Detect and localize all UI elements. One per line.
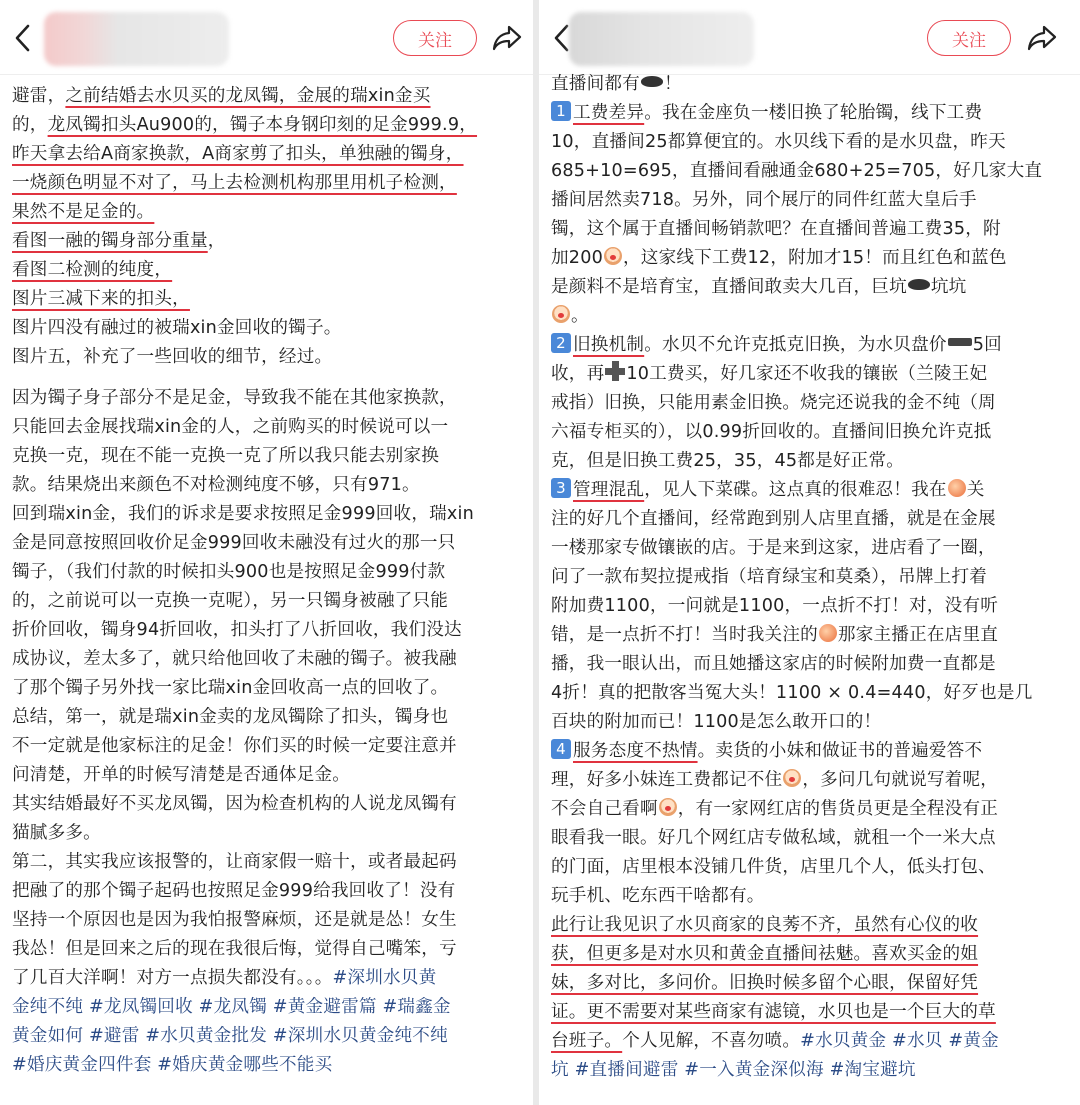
text-line [551,853,1072,882]
text-span: 不会自己看啊 [551,799,658,819]
text-line [12,529,525,558]
underlined-text: 获，但更多是对水贝和黄金直播间祛魅。喜欢买金的姐 [551,944,979,964]
text-line [12,442,525,471]
text-line [551,737,1072,766]
text-span: 了几百大洋啊！对方一点损失都没有。。。 [12,968,333,988]
share-icon [1026,23,1058,53]
post-header [0,0,533,75]
text-line [551,302,1072,331]
text-span: ！ [663,74,682,94]
text-line [12,935,525,964]
text-span: 附加费1100，一问就是1100，一点折不打！对，没有听 [551,596,999,616]
text-line [12,616,525,645]
underlined-text: 管理混乱 [573,480,645,500]
text-span: 个人见解，不喜勿喷。 [622,1031,801,1051]
text-line [12,558,525,587]
text-span: 成协议，差太多了，就只给他回收了未融的镯子。被我融 [12,649,457,669]
text-line [12,285,525,314]
text-span: 的，之前说可以一克换一克呢），另一只镯身被融了只能 [12,591,449,611]
text-span: 款。结果烧出来颜色不对检测纯度不够，只有971。 [12,475,420,495]
text-line [551,244,1072,273]
text-line [12,314,525,343]
text-line [551,215,1072,244]
text-span: 那家主播正在店里直 [837,625,999,645]
black-emoji-icon [641,76,663,87]
text-span: 。 [571,306,589,326]
underlined-text: 一烧颜色明显不对了，马上去检测机构那里用机子检测， [12,173,457,193]
text-span: 注的好几个直播间，经常跑到别人店里直播，就是在金展 [551,509,996,529]
text-line [551,128,1072,157]
hashtag-link[interactable]: 坑 #直播间避雷 #一入黄金深似海 #淘宝避坑 [551,1060,916,1080]
text-line [12,1022,525,1051]
text-line [12,471,525,500]
text-span: 六福专柜买的），以0.99折回收的。直播间旧换允许克抵 [551,422,992,442]
text-span: 坚持一个原因也是因为我怕报警麻烦，还是就是怂！女生 [12,910,457,930]
text-line [12,732,525,761]
text-line [551,592,1072,621]
text-span: 了那个镯子另外找一家比瑞xin金回收高一点的回收了。 [12,678,449,698]
follow-button[interactable]: 关注 [393,20,477,56]
follow-button[interactable]: 关注 [927,20,1011,56]
share-button[interactable] [490,20,524,56]
text-span: ，这家线下工费12，附加才15！而且红色和蓝色 [622,248,1007,268]
black-emoji-icon [908,279,930,290]
underlined-text: 台班子。 [551,1031,623,1051]
hashtag-link[interactable]: 金纯不纯 #龙凤镯回收 #龙凤镯 #黄金避雷篇 #瑞鑫金 [12,997,451,1017]
underlined-text: 旧换机制 [573,335,645,355]
text-line [551,563,1072,592]
text-span: 因为镯子身子部分不是足金，导致我不能在其他家换款， [12,388,457,408]
text-span: 。我在金座负一楼旧换了轮胎镯，线下工费 [644,103,983,123]
text-line [12,140,525,169]
text-line [12,256,525,285]
text-span: 戒指）旧换，只能用素金旧换。烧完还说我的金不纯（周 [551,393,996,413]
text-line [551,911,1072,940]
text-span: 关 [966,480,985,500]
post-body-text [551,70,1072,1085]
text-line [551,824,1072,853]
text-line [12,587,525,616]
text-line [12,500,525,529]
text-span: 克换一克，现在不能一克换一克了所以我只能去别家换 [12,446,440,466]
underlined-text: 看图二检测的纯度， [12,260,173,280]
text-line [551,679,1072,708]
back-button[interactable] [8,20,38,56]
number-badge: 1 [551,101,571,121]
underlined-text: 妹，多对比，多问价。旧换时候多留个心眼，保留好凭 [551,973,979,993]
text-line [12,964,525,993]
text-span: 回到瑞xin金，我们的诉求是要求按照足金999回收，瑞xin [12,504,474,524]
text-line [12,1051,525,1080]
text-line [551,157,1072,186]
text-span: 问了一款布契拉提戒指（培育绿宝和莫桑），吊牌上打着 [551,567,988,587]
text-span: 问清楚，开单的时候写清楚是否通体足金。 [12,765,351,785]
text-span: 图片四没有融过的被瑞xin金回收的镯子。 [12,318,342,338]
text-span: 的， [12,115,48,135]
text-line [551,70,1072,99]
text-line [551,505,1072,534]
text-line [551,708,1072,737]
text-span: 只能回去金展找瑞xin金的人，之前购买的时候说可以一 [12,417,449,437]
paragraph-gap [12,372,525,384]
right-post-panel [539,0,1080,1105]
text-line [551,795,1072,824]
text-line [12,198,525,227]
text-span: 。卖货的小妹和做证书的普遍爱答不 [697,741,983,761]
peach-emoji-icon [948,479,966,497]
text-line [551,621,1072,650]
text-span: 685+10=695，直播间看融通金680+25=705，好几家大直 [551,161,1043,181]
text-line [12,848,525,877]
text-span: 眼看我一眼。好几个网红店专做私域，就租一个一米大点 [551,828,996,848]
underlined-text: 之前结婚去水贝买的龙凤镯，金展的瑞xin金买 [65,86,431,106]
underlined-text: 证。更不需要对某些商家有滤镜，水贝也是一个巨大的草 [551,1002,996,1022]
text-span: ，有一家网红店的售货员更是全程没有正 [677,799,999,819]
text-line [12,82,525,111]
share-icon [491,23,523,53]
text-span: 我怂！但是回来之后的现在我很后悔，觉得自己嘴笨，亏 [12,939,457,959]
text-span: 。水贝不允许克抵克旧换，为水贝盘价 [644,335,947,355]
text-line [551,766,1072,795]
text-line [12,761,525,790]
text-span: 把融了的那个镯子起码也按照足金999给我回收了！没有 [12,881,456,901]
text-line [12,227,525,256]
text-line [12,993,525,1022]
underlined-text: 图片三减下来的扣头， [12,289,190,309]
text-span: 避雷， [12,86,66,106]
text-span: 玩手机、吃东西干啥都有。 [551,886,765,906]
text-line [551,447,1072,476]
text-span: 5回 [972,335,1002,355]
text-line [12,343,525,372]
underlined-text: 此行让我见识了水贝商家的良莠不齐，虽然有心仪的收 [551,915,979,935]
text-span: 第二，其实我应该报警的，让商家假一赔十，或者最起码 [12,852,457,872]
clown-emoji-icon [604,247,622,265]
text-line [551,476,1072,505]
text-line [12,169,525,198]
text-span: 不一定就是他家标注的足金！你们买的时候一定要注意并 [12,736,457,756]
text-line [551,273,1072,302]
text-line [12,674,525,703]
text-span: 的门面，店里根本没铺几件货，店里几个人，低头打包、 [551,857,996,877]
text-line [12,111,525,140]
text-span: 猫腻多多。 [12,823,101,843]
hashtag-link[interactable]: 黄金如何 #避雷 #水贝黄金批发 #深圳水贝黄金纯不纯 [12,1026,448,1046]
share-button[interactable] [1025,20,1059,56]
text-span: 镯子，（我们付款的时候扣头900也是按照足金999付款 [12,562,446,582]
text-span: 播，我一眼认出，而且她播这家店的时候附加费一直都是 [551,654,996,674]
underlined-text: 看图一融的镯身部分重量 [12,231,208,251]
text-line [12,790,525,819]
text-line [551,882,1072,911]
number-badge: 3 [551,478,571,498]
text-span: 金是同意按照回收价足金999回收未融没有过火的那一只 [12,533,456,553]
plus-emoji-icon [605,361,625,381]
text-span: 直播间都有 [551,74,640,94]
text-line [551,389,1072,418]
text-span: 10，直播间25都算便宜的。水贝线下看的是水贝盘，昨天 [551,132,1006,152]
underlined-text: 昨天拿去给A商家换款，A商家剪了扣头，单独融的镯身， [12,144,464,164]
underlined-text: 工费差异 [573,103,645,123]
text-line [551,418,1072,447]
text-line [12,877,525,906]
text-span: 折价回收，镯身94折回收，扣头打了八折回收，我们没达 [12,620,462,640]
text-line [551,650,1072,679]
text-span: 播间居然卖718。另外，同个展厅的同件红蓝大皇后手 [551,190,977,210]
post-body-text [12,82,525,1080]
text-line [12,413,525,442]
blurred-author-info[interactable] [44,12,229,66]
minus-emoji-icon [948,338,972,346]
text-span: ， [207,231,226,251]
text-line [12,703,525,732]
clown-emoji-icon [783,769,801,787]
text-span: 4折！真的把散客当冤大头！1100 × 0.4=440，好歹也是几 [551,683,1033,703]
text-line [551,331,1072,360]
text-line [551,534,1072,563]
text-span: 图片五，补充了一些回收的细节，经过。 [12,347,333,367]
underlined-text: 服务态度不热情 [573,741,698,761]
blurred-author-info[interactable] [569,12,754,66]
text-span: 一楼那家专做镶嵌的店。于是来到这家，进店看了一圈， [551,538,996,558]
text-span: 其实结婚最好不买龙凤镯，因为检查机构的人说龙凤镯有 [12,794,457,814]
text-line [12,384,525,413]
text-line [551,998,1072,1027]
text-line [551,186,1072,215]
text-span: 理，好多小妹连工费都记不住 [551,770,783,790]
text-line [551,969,1072,998]
text-span: 坑坑 [930,277,967,297]
text-line [12,906,525,935]
text-line [12,819,525,848]
peach-emoji-icon [819,624,837,642]
text-span: 10工费买，好几家还不收我的镶嵌（兰陵王妃 [626,364,988,384]
text-line [551,1027,1072,1056]
text-span: 镯，这个属于直播间畅销款吧？在直播间普遍工费35，附 [551,219,1001,239]
clown-emoji-icon [659,798,677,816]
hashtag-link[interactable]: #深圳水贝黄 [332,968,437,988]
text-line [12,645,525,674]
text-span: 错，是一点折不打！当时我关注的 [551,625,818,645]
text-line [551,360,1072,389]
text-span: 百块的附加而已！1100是怎么敢开口的！ [551,712,882,732]
text-span: 是颜料不是培育宝，直播间敢卖大几百，巨坑 [551,277,907,297]
text-span: 加200 [551,248,603,268]
text-span: 收，再 [551,364,605,384]
underlined-text: 龙凤镯扣头Au900的，镯子本身钢印刻的足金999.9， [47,115,478,135]
left-post-panel [0,0,533,1105]
text-line [551,99,1072,128]
number-badge: 2 [551,333,571,353]
underlined-text: 果然不是足金的。 [12,202,155,222]
chevron-left-icon [13,23,33,53]
text-span: 克，但是旧换工费25，35，45都是好正常。 [551,451,905,471]
text-span: 总结，第一，就是瑞xin金卖的龙凤镯除了扣头，镯身也 [12,707,449,727]
text-line [551,940,1072,969]
hashtag-link[interactable]: #水贝黄金 #水贝 #黄金 [800,1031,999,1051]
number-badge: 4 [551,739,571,759]
text-span: ，见人下菜碟。这点真的很难忍！我在 [644,480,947,500]
hashtag-link[interactable]: #婚庆黄金四件套 #婚庆黄金哪些不能买 [12,1055,333,1075]
text-span: ，多问几句就说写着呢， [802,770,999,790]
text-line [551,1056,1072,1085]
clown-emoji-icon [552,305,570,323]
post-header [539,0,1080,75]
